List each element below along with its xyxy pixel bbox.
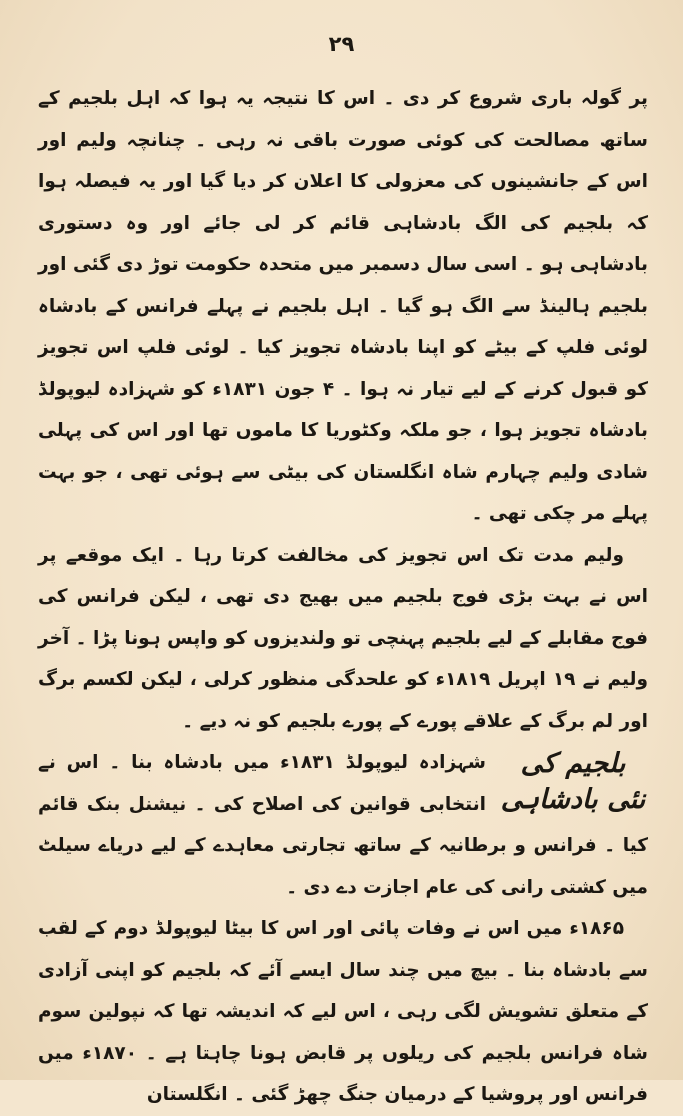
- paragraph-4: ۱۸۶۵ء میں اس نے وفات پائی اور اس کا بیٹا لیوپولڈ دوم کے لقب سے بادشاہ بنا ۔ بیچ میں چند سال ایسے آئے کہ بلجیم کو اپنی آزادی کے متعلق تشویش لگی رہی ، اس لیے کہ اندیشہ تھا کہ نپولین سوم شاہ فرانس بلجیم کی ریلوں پر قابض ہونا چاہتا ہے ۔ ۱۸۷۰ء میں فرانس اور پروشیا کے درمیان جنگ چھڑ گئی ۔ انگلستان: [38, 918, 648, 1105]
- section-new-kingdom: [38, 742, 648, 1116]
- paragraph-1: پر گولہ باری شروع کر دی ۔ اس کا نتیجہ یہ ہوا کہ اہل بلجیم کے ساتھ مصالحت کی کوئی صورت باقی نہ رہی ۔ چنانچہ ولیم اور اس کے جانشینوں کی معزولی کا اعلان کر دیا گیا اور یہ فیصلہ ہوا کہ بلجیم کی الگ بادشاہی قائم کر لی جائے اور وہ دستوری بادشاہی ہو ۔ اسی سال دسمبر میں متحدہ حکومت توڑ دی گئی اور بلجیم ہالینڈ سے الگ ہو گیا ۔ اہل بلجیم نے پہلے فرانس کے بادشاہ لوئی فلپ کے بیٹے کو اپنا بادشاہ تجویز کیا ۔ لوئی فلپ اس تجویز کو قبول کرنے کے لیے تیار نہ ہوا ۔ ۴ جون ۱۸۳۱ء کو شہزادہ لیوپولڈ بادشاہ تجویز ہوا ، جو ملکہ وکٹوریا کا ماموں تھا اور اس کی پہلی شادی ولیم چہارم شاہ انگلستان کی بیٹی سے ہوئی تھی ، جو بہت پہلے مر چکی تھی ۔: [38, 88, 648, 524]
- paragraph-3: شہزادہ لیوپولڈ ۱۸۳۱ء میں بادشاہ بنا ۔ اس نے انتخابی قوانین کی اصلاح کی ۔ نیشنل بنک قائم کیا ۔ فرانس و برطانیہ کے ساتھ تجارتی معاہدے کے لیے دریاے سیلٹ میں کشتی رانی کی عام اجازت دے دی ۔: [38, 752, 648, 898]
- paragraph-2: ولیم مدت تک اس تجویز کی مخالفت کرتا رہا ۔ ایک موقعے پر اس نے بہت بڑی فوج بلجیم میں بھیج دی تھی ، لیکن فرانس کی فوج مقابلے کے لیے بلجیم پہنچی تو ولندیزوں کو واپس ہونا پڑا ۔ آخر ولیم نے ۱۹ اپریل ۱۸۱۹ء کو علحدگی منظور کرلی ، لیکن لکسم برگ اور لم برگ کے علاقے پورے کے پورے بلجیم کو نہ دیے ۔: [38, 544, 648, 732]
- page-number: ۲۹: [328, 32, 355, 56]
- section-heading: بلجیم کی نئی بادشاہی: [500, 748, 646, 815]
- body-text: [38, 78, 648, 1116]
